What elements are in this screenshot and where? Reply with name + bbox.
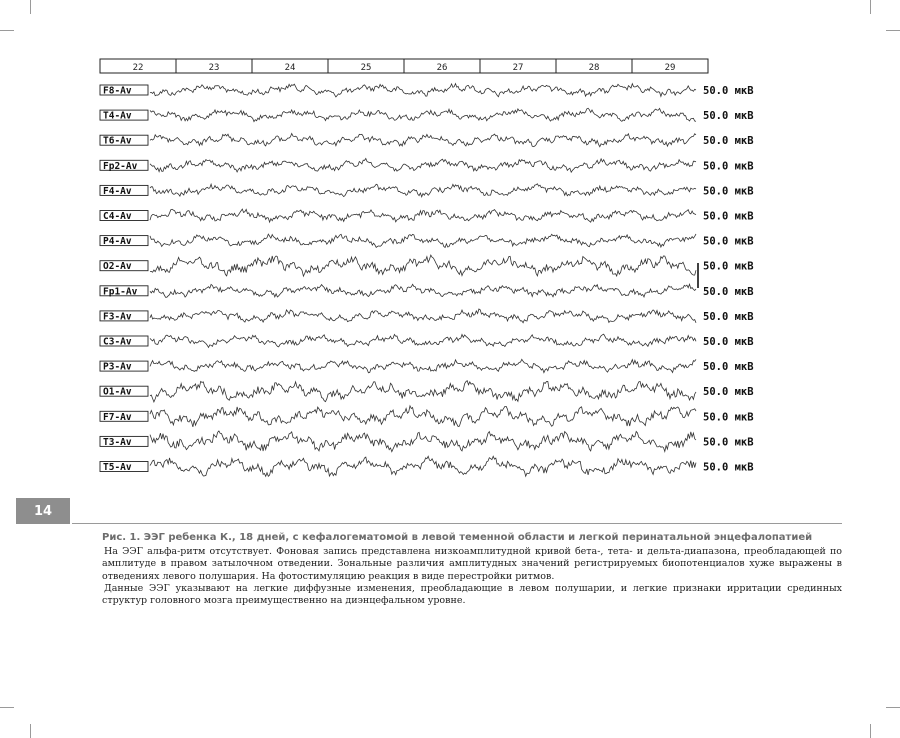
channel-label: T5-Av: [103, 462, 132, 473]
channel-label: F3-Av: [103, 311, 132, 323]
timeline-label: 28: [588, 63, 600, 73]
timeline-label: 26: [436, 63, 448, 73]
crop-mark-right-bottom: [886, 707, 900, 708]
eeg-trace: [150, 184, 696, 197]
timeline-label: 25: [360, 63, 372, 73]
channel-label: F4-Av: [103, 185, 132, 197]
channel-scale: 50.0 мкВ: [703, 436, 754, 449]
channel-label: F8-Av: [103, 85, 132, 97]
channel-scale: 50.0 мкВ: [703, 285, 754, 298]
eeg-trace: [150, 309, 696, 323]
channel-label: O1-Av: [103, 386, 132, 398]
eeg-trace: [150, 134, 696, 147]
channel-label: O2-Av: [103, 261, 132, 273]
timeline-label: 22: [132, 63, 144, 73]
channel-label: T6-Av: [103, 135, 132, 147]
figure-caption: Рис. 1. ЭЭГ ребенка К., 18 дней, с кефалогематомой в левой теменной области и легкой перинатальной энцефалопатией: [102, 532, 813, 543]
channel-scale: 50.0 мкВ: [703, 310, 754, 323]
caption-rule: [72, 523, 842, 524]
eeg-trace: [150, 84, 696, 97]
channel-label: C4-Av: [103, 211, 132, 222]
channel-label: T4-Av: [103, 110, 132, 122]
crop-mark-left-bottom: [0, 707, 14, 708]
timeline-label: 23: [208, 63, 220, 73]
crop-mark-bottom-right: [870, 724, 871, 738]
eeg-trace: [150, 234, 696, 248]
channel-label: T3-Av: [103, 436, 132, 448]
channel-label: C3-Av: [103, 336, 132, 348]
channel-scale: 50.0 мкВ: [703, 210, 754, 223]
eeg-trace: [150, 159, 696, 173]
channel-label: P4-Av: [103, 236, 132, 248]
channel-scale: 50.0 мкВ: [703, 361, 754, 374]
channel-scale: 50.0 мкВ: [703, 235, 754, 248]
eeg-trace: [150, 406, 696, 427]
timeline-label: 29: [664, 63, 676, 73]
channel-label: F7-Av: [103, 411, 132, 423]
channel-scale: 50.0 мкВ: [703, 386, 754, 399]
channel-scale: 50.0 мкВ: [703, 461, 754, 474]
eeg-trace: [150, 456, 696, 476]
channel-scale: 50.0 мкВ: [703, 336, 754, 348]
channel-scale: 50.0 мкВ: [703, 260, 754, 273]
eeg-trace: [150, 255, 696, 276]
channel-scale: 50.0 мкВ: [703, 185, 754, 198]
eeg-timeline: [100, 59, 708, 73]
channel-label: P3-Av: [103, 361, 132, 373]
crop-mark-bottom-left: [30, 724, 31, 738]
eeg-trace: [150, 108, 696, 121]
body-text: [102, 546, 842, 607]
page-number: 14: [16, 498, 70, 524]
channel-scale: 50.0 мкВ: [703, 85, 754, 97]
eeg-trace: [150, 381, 696, 402]
eeg-trace: [150, 431, 696, 452]
channel-scale: 50.0 мкВ: [703, 135, 754, 148]
eeg-traces: [100, 84, 754, 477]
eeg-trace: [150, 359, 696, 373]
channel-label: Fp1-Av: [103, 286, 138, 298]
eeg-trace: [150, 284, 696, 297]
paragraph-1: На ЭЭГ альфа-ритм отсутствует. Фоновая запись представлена низкоамплитудной кривой бета-, тета- и дельта-диапазона, преобладающей по амплитуде в правом затылочном отведении. Зональные различия амплитудных значений регистрируемых биопотенциалов хуже выражены в отведениях левого полушария. На фотостимуляцию реакция в виде перестройки ритмов.: [102, 546, 842, 582]
channel-scale: 50.0 мкВ: [703, 160, 754, 173]
timeline-label: 27: [512, 63, 524, 73]
paragraph-2: Данные ЭЭГ указывают на легкие диффузные изменения, преобладающие в левом полушарии, и легкие признаки ирритации срединных структур головного мозга преимущественно на диэнцефальном уровне.: [102, 582, 842, 607]
timeline-label: 24: [284, 63, 296, 73]
channel-scale: 50.0 мкВ: [703, 411, 754, 424]
eeg-trace: [150, 209, 696, 222]
eeg-trace: [150, 334, 696, 347]
channel-scale: 50.0 мкВ: [703, 110, 754, 123]
channel-label: Fp2-Av: [103, 160, 138, 172]
